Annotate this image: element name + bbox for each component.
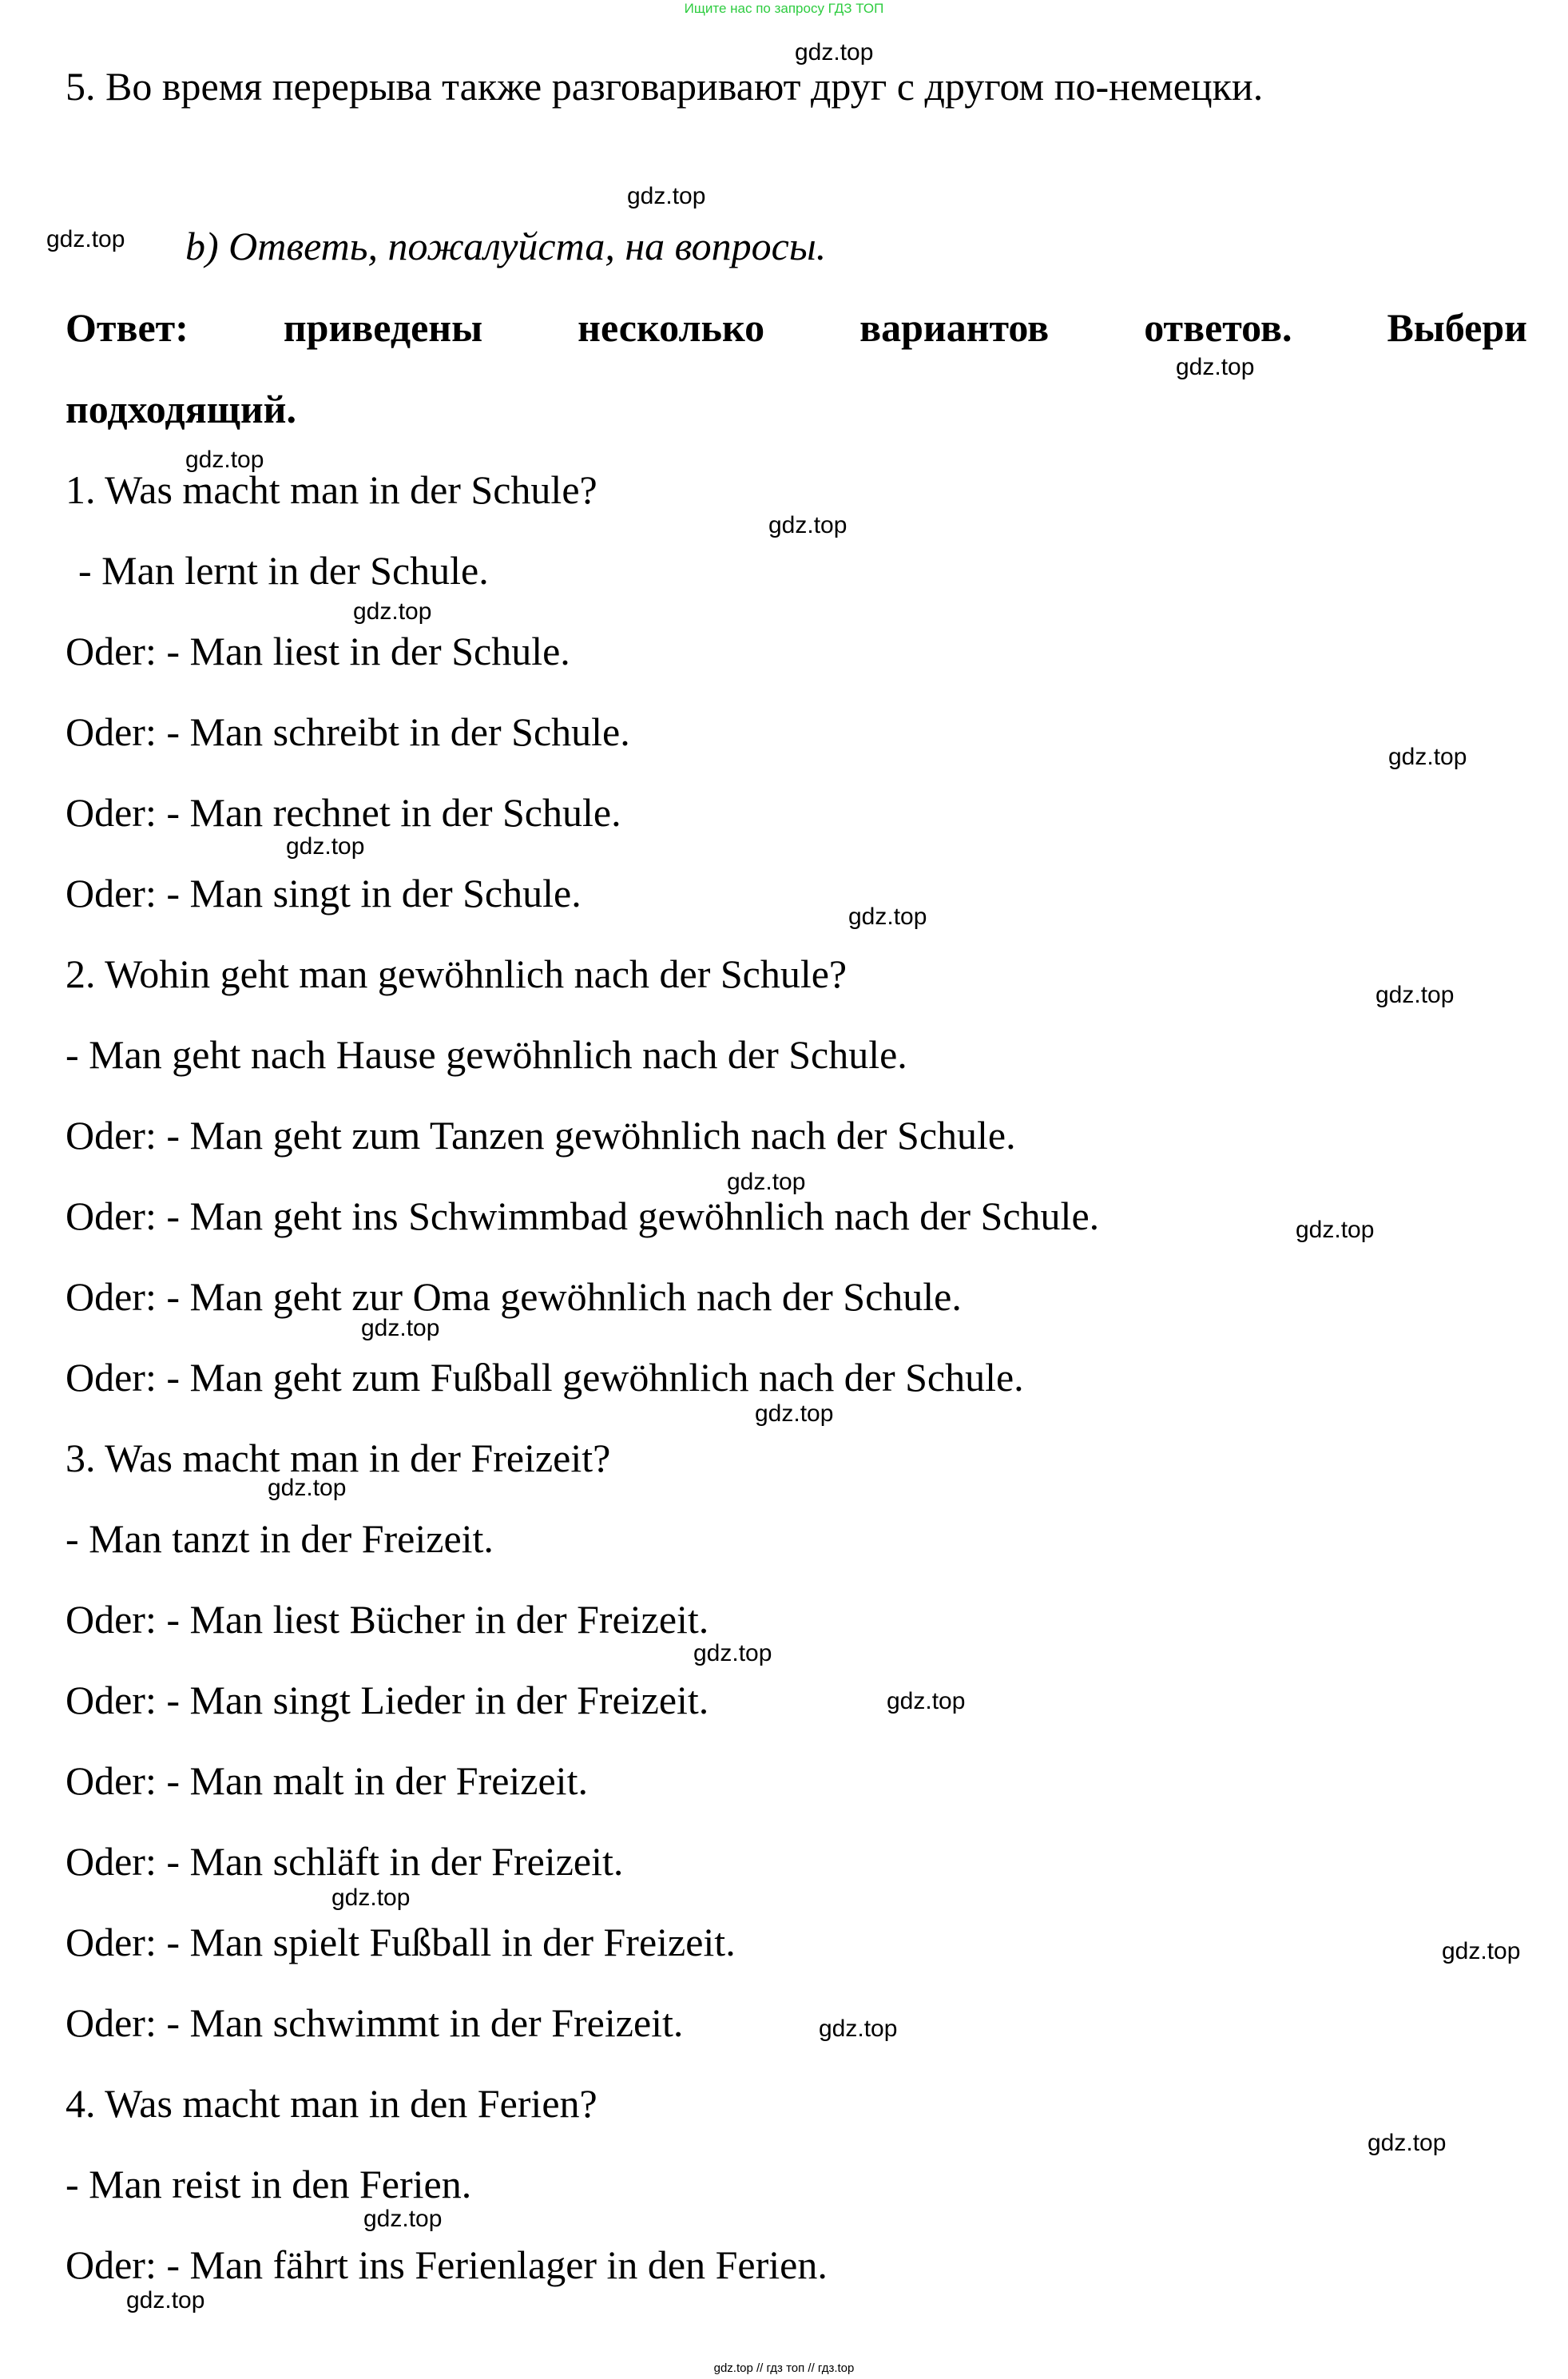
answer-line: Oder: - Man liest Bücher in der Freizeit. — [65, 1597, 709, 1642]
watermark: gdz.top — [768, 512, 848, 538]
answer-word: Ответ: — [65, 305, 189, 350]
intro-line: 5. Во время перерыва также разговаривают друг с другом по-немецки. — [65, 64, 1264, 109]
answer-line: Oder: - Man geht ins Schwimmbad gewöhnlich nach der Schule. — [65, 1193, 1100, 1238]
watermark: gdz.top — [353, 598, 432, 625]
question-1: 1. Was macht man in der Schule? — [65, 467, 597, 512]
watermark: gdz.top — [46, 226, 125, 252]
watermark: gdz.top — [1388, 744, 1467, 770]
answer-line: - Man geht nach Hause gewöhnlich nach der Schule. — [65, 1032, 907, 1077]
answer-line: Oder: - Man geht zur Oma gewöhnlich nach der Schule. — [65, 1274, 962, 1319]
question-4: 4. Was macht man in den Ferien? — [65, 2081, 597, 2126]
answer-word: Выбери — [1387, 305, 1527, 350]
search-banner[interactable]: Ищите нас по запросу ГДЗ ТОП — [684, 1, 884, 16]
answer-line: Oder: - Man malt in der Freizeit. — [65, 1758, 588, 1803]
watermark: gdz.top — [361, 1315, 440, 1341]
watermark: gdz.top — [1375, 982, 1455, 1008]
watermark: gdz.top — [363, 2206, 443, 2232]
answer-word: ответов. — [1144, 305, 1292, 350]
answer-heading — [65, 304, 1527, 351]
watermark: gdz.top — [331, 1885, 411, 1911]
answer-line: Oder: - Man singt in der Schule. — [65, 871, 582, 915]
answer-heading-cont: подходящий. — [65, 387, 296, 431]
answer-word: приведены — [283, 305, 483, 350]
watermark: gdz.top — [627, 183, 706, 209]
answer-line: Oder: - Man schläft in der Freizeit. — [65, 1839, 624, 1884]
question-3: 3. Was macht man in der Freizeit? — [65, 1436, 611, 1480]
answer-line: - Man reist in den Ferien. — [65, 2162, 472, 2206]
watermark: gdz.top — [848, 904, 927, 930]
answer-line: Oder: - Man geht zum Tanzen gewöhnlich nach der Schule. — [65, 1113, 1016, 1158]
answer-line: Oder: - Man liest in der Schule. — [65, 629, 570, 673]
watermark: gdz.top — [185, 447, 264, 473]
answer-line: Oder: - Man spielt Fußball in der Freizeit. — [65, 1920, 736, 1964]
watermark: gdz.top — [1442, 1938, 1521, 1964]
watermark: gdz.top — [286, 833, 365, 860]
watermark: gdz.top — [126, 2287, 205, 2313]
answer-line: - Man lernt in der Schule. — [78, 548, 489, 593]
watermark: gdz.top — [268, 1475, 347, 1501]
answer-line: Oder: - Man schwimmt in der Freizeit. — [65, 2000, 684, 2045]
watermark: gdz.top — [795, 39, 874, 66]
question-2: 2. Wohin geht man gewöhnlich nach der Schule? — [65, 951, 848, 996]
watermark: gdz.top — [727, 1169, 806, 1195]
task-heading: b) Ответь, пожалуйста, на вопросы. — [185, 224, 827, 268]
watermark: gdz.top — [1176, 354, 1255, 380]
watermark: gdz.top — [1296, 1217, 1375, 1243]
watermark: gdz.top — [819, 2016, 898, 2042]
answer-line: Oder: - Man schreibt in der Schule. — [65, 709, 630, 754]
answer-line: Oder: - Man singt Lieder in der Freizeit. — [65, 1678, 709, 1722]
watermark: gdz.top — [693, 1640, 772, 1666]
watermark: gdz.top — [1368, 2130, 1447, 2156]
watermark: gdz.top — [887, 1688, 966, 1714]
answer-line: Oder: - Man fährt ins Ferienlager in den Ferien. — [65, 2242, 828, 2287]
answer-line: - Man tanzt in der Freizeit. — [65, 1516, 494, 1561]
answer-word: несколько — [578, 305, 765, 350]
answer-line: Oder: - Man rechnet in der Schule. — [65, 790, 621, 835]
answer-word: вариантов — [859, 305, 1050, 350]
footer-links[interactable]: gdz.top // гдз топ // гдз.top — [713, 2361, 855, 2375]
watermark: gdz.top — [755, 1400, 834, 1427]
answer-line: Oder: - Man geht zum Fußball gewöhnlich nach der Schule. — [65, 1355, 1024, 1400]
